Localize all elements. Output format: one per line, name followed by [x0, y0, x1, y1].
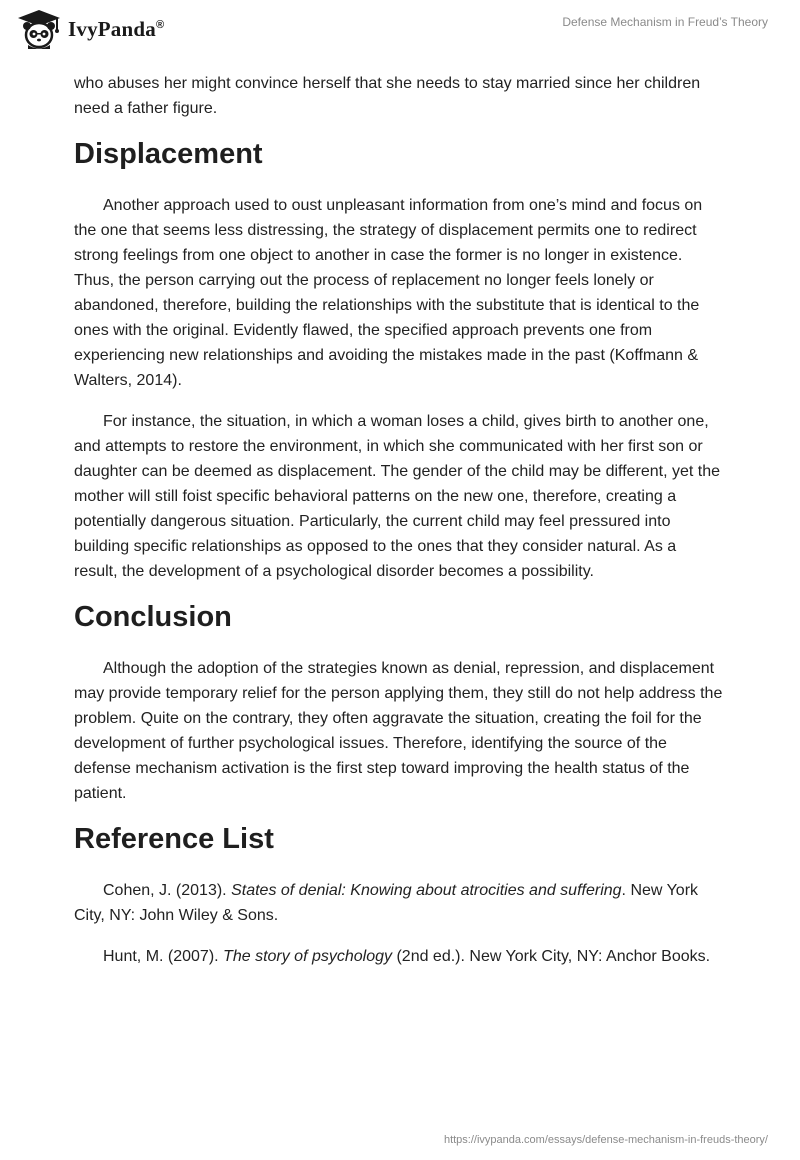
- displacement-paragraph-1: Another approach used to oust unpleasant information from one’s mind and focus on the one that seems less distressing, the strategy of displacement permits one to redirect strong feelings from one object to another in case the former is no longer in existence. Thus, the person carrying out the process of replacement no longer feels lonely or abandoned, therefore, building the relationships with the substitute that is identical to the ones with the original. Evidently flawed, the specified approach prevents one from experiencing new relationships and avoiding the mistakes made in the past (Koffmann & Walters, 2014).: [74, 197, 703, 389]
- page-header: [0, 0, 800, 60]
- section-heading-conclusion: Conclusion: [74, 601, 232, 633]
- conclusion-paragraph: Although the adoption of the strategies known as denial, repression, and displacement may provide temporary relief for the person applying them, they still do not help address the problem. Quite on the contrary, they often aggravate the situation, creating the foil for the development of further psychological issues. Therefore, identifying the source of the defense mechanism activation is the first step toward improving the health status of the patient.: [74, 660, 723, 802]
- reference-title: The story of psychology: [223, 948, 393, 965]
- intro-paragraph-tail: who abuses her might convince herself that she needs to stay married since her children need a father figure.: [74, 75, 701, 117]
- reference-item: Cohen, J. (2013). States of denial: Knowing about atrocities and suffering. New York City, NY: John Wiley & Sons.: [74, 882, 699, 924]
- ivypanda-logo[interactable]: [16, 8, 164, 50]
- section-heading-references: Reference List: [74, 823, 274, 855]
- source-url[interactable]: https://ivypanda.com/essays/defense-mechanism-in-freuds-theory/: [443, 1134, 768, 1146]
- document-title: Defense Mechanism in Freud’s Theory: [562, 15, 768, 29]
- reference-title: States of denial: Knowing about atrocities and suffering: [231, 882, 622, 899]
- essay-content: [74, 71, 724, 985]
- reference-item: Hunt, M. (2007). The story of psychology (2nd ed.). New York City, NY: Anchor Books.: [103, 948, 711, 965]
- panda-graduate-icon: [16, 8, 62, 50]
- brand-name: IvyPanda®: [68, 16, 165, 41]
- section-heading-displacement: Displacement: [74, 138, 263, 170]
- displacement-paragraph-2: For instance, the situation, in which a woman loses a child, gives birth to another one, and attempts to restore the environment, in which she communicated with her first son or daughter can be deemed as displacement. The gender of the child may be different, yet the mother will still foist specific behavioral patterns on the new one, therefore, creating a potentially dangerous situation. Particularly, the current child may feel pressured into building specific relationships as opposed to the ones that they consider natural. As a result, the development of a psychological disorder becomes a possibility.: [74, 413, 721, 580]
